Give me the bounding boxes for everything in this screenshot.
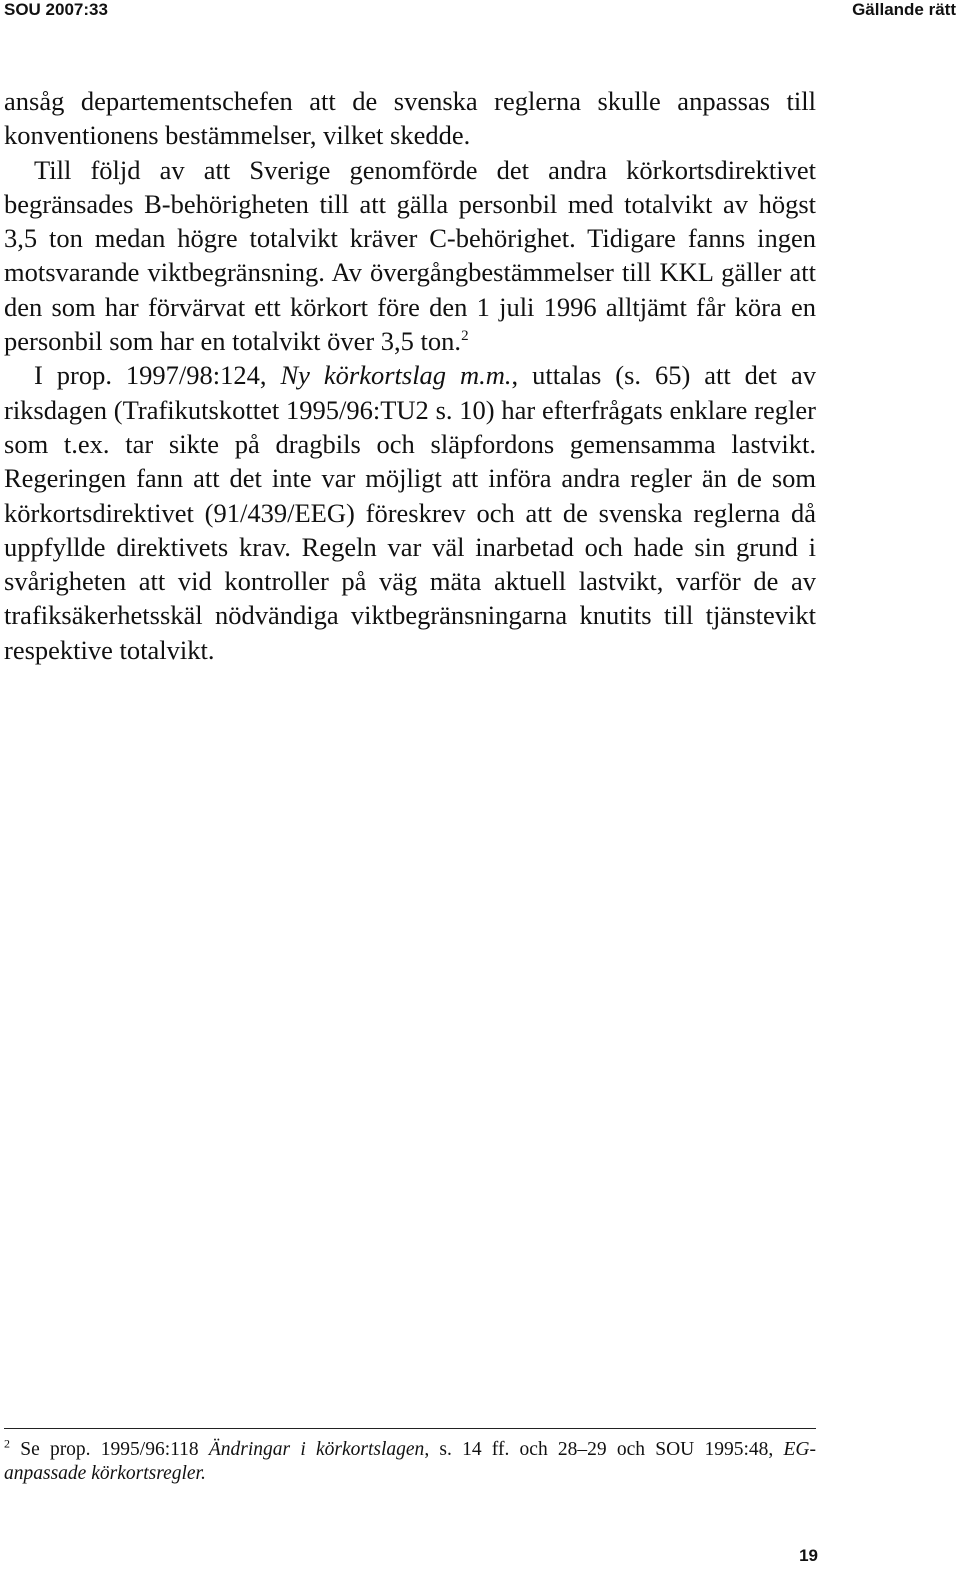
footnote-italic-b: EG-anpassade körkortsregler. [4, 1439, 817, 1484]
paragraph-1-text: ansåg departementschefen att de svenska reglerna skulle anpassas till konventionens bestämmelser, vilket skedde. [4, 86, 816, 151]
running-header [4, 0, 956, 24]
paragraph-2-text: Till följd av att Sverige genomförde det andra körkortsdirektivet begränsades B-behörigheten till att gälla personbil med totalvikt av högst 3,5 ton medan högre totalvikt kräver C-behörighet. Tidigare fanns ingen motsvarande viktbegränsning. Av övergångbestämmelser till KKL gäller att den som har förvärvat ett körkort före den 1 juli 1996 alltjämt får köra en personbil som har en totalvikt över 3,5 ton. [4, 154, 816, 357]
footnote-text-b: , s. 14 ff. och 28–29 och SOU 1995:48, [424, 1439, 784, 1460]
footnote-italic-a: Ändringar i körkortslagen [208, 1439, 425, 1460]
paragraph-b-behorighet [4, 153, 816, 359]
paragraph-3-text-b: , uttalas (s. 65) att det av riksdagen (Trafikutskottet 1995/96:TU2 s. 10) har efterfrågats enklare regler som t.ex. tar sikte på dragbils och släpfordons gemensamma lastvikt. Regeringen fann att det inte var möjligt att införa andra regler än de som körkortsdirektivet (91/439/EEG) föreskrev och att de svenska reglerna då uppfyllde direktivets krav. Regeln var väl inarbetad och hade sin grund i svårigheten att vid kontroller på väg mäta aktuell lastvikt, varför de av trafiksäkerhetsskäl nödvändiga viktbegränsningarna knutits till tjänstevikt respektive totalvikt. [4, 360, 817, 665]
footnote-number: 2 [4, 1436, 10, 1451]
paragraph-3-italic-title: Ny körkortslag m.m. [280, 360, 512, 391]
header-document-id: SOU 2007:33 [4, 0, 108, 19]
page-number: 19 [799, 1546, 818, 1565]
paragraph-prop-1997 [4, 358, 816, 667]
footnote-divider [4, 1428, 816, 1429]
paragraph-continuation [4, 84, 816, 153]
header-chapter-title: Gällande rätt [852, 0, 956, 19]
paragraph-3-text-a: I prop. 1997/98:124, [34, 360, 281, 391]
footnote-text-a: Se prop. 1995/96:118 [10, 1439, 209, 1460]
footnote-reference[interactable]: 2 [461, 328, 469, 345]
footnote [4, 1438, 816, 1486]
body-text [4, 84, 816, 667]
